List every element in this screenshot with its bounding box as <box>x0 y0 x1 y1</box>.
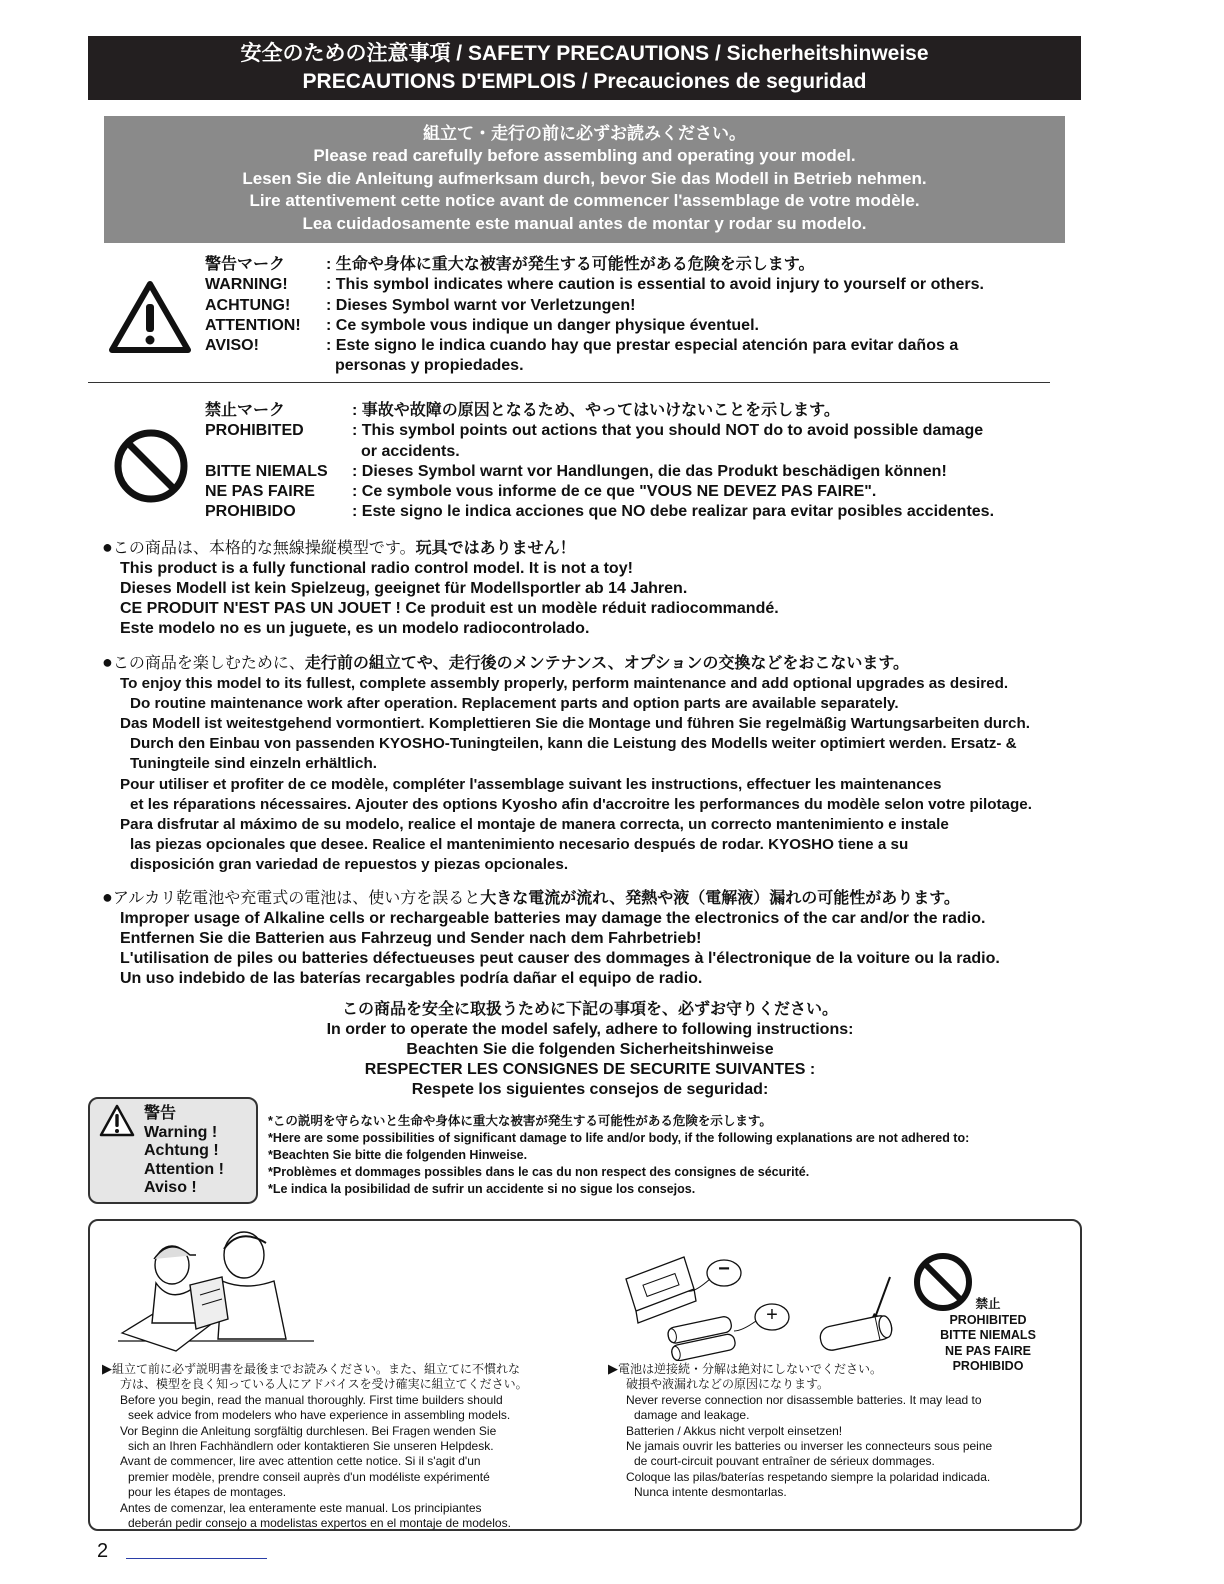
safety-intro-line: RESPECTER LES CONSIGNES DE SECURITE SUIVANTES : <box>364 1061 816 1078</box>
prohibited-text: : Dieses Symbol warnt vor Handlungen, die das Produkt beschädigen können! <box>352 462 947 480</box>
notice-line: Entfernen Sie die Batterien aus Fahrzeug und Sender nach dem Fahrbetrieb! <box>120 930 702 948</box>
advice-line: seek advice from modelers who have experience in assembling models. <box>128 1408 511 1423</box>
battery-line: Nunca intente desmontarlas. <box>634 1485 787 1500</box>
advice-line: sich an Ihren Fachhändlern oder kontaktieren Sie unseren Helpdesk. <box>128 1439 494 1454</box>
battery-line: Batterien / Akkus nicht verpolt einsetzen! <box>626 1423 843 1438</box>
advice-line: premier modèle, prendre conseil auprès d'un modéliste expérimenté <box>128 1469 490 1484</box>
disassembled-battery-illustration <box>816 1275 912 1353</box>
notice-line: Improper usage of Alkaline cells or rechargeable batteries may damage the electronics of the car and/or the radio. <box>120 910 986 928</box>
prohibited-texts <box>352 401 994 523</box>
notice-line: Pour utiliser et profiter de ce modèle, compléter l'assemblage suivant les instructions, effectuer les maintenances <box>120 775 942 793</box>
prohibited-caption-line: PROHIBITED <box>949 1312 1027 1327</box>
notice-line: L'utilisation de piles ou batteries défectueuses peut causer des dommages à l'électronique de la voiture ou la radio. <box>120 950 1000 968</box>
warning-text: : Dieses Symbol warnt vor Verletzungen! <box>326 296 636 314</box>
warning-label: ATTENTION! <box>205 316 301 334</box>
notice-line: To enjoy this model to its fullest, complete assembly properly, perform maintenance and add optional upgrades as desired. <box>120 675 1009 693</box>
advice-line: Antes de comenzar, lea enteramente este manual. Los principiantes <box>120 1500 482 1515</box>
warning-label: 警告マーク <box>205 256 286 273</box>
advice-line: Avant de commencer, lire avec attention cette notice. Si il s'agit d'un <box>120 1454 481 1469</box>
prohibited-text: or accidents. <box>361 442 460 460</box>
notice-line: Tuningteile sind einzeln erhältlich. <box>130 755 377 773</box>
arrow-right-icon: ▶ <box>102 1361 112 1376</box>
notice-jp-bold: 大きな電流が流れ、発熱や液（電解液）漏れの可能性があります。 <box>480 890 960 907</box>
safety-intro-line: Beachten Sie die folgenden Sicherheitshinweise <box>406 1041 774 1058</box>
prohibited-text: : Este signo le indica acciones que NO debe realizar para evitar posibles accidentes. <box>352 503 995 521</box>
warning-text: : Ce symbole vous indique un danger physique éventuel. <box>326 316 759 334</box>
safety-intro <box>200 1000 980 1100</box>
notice-line: Este modelo no es un juguete, es un modelo radiocontrolado. <box>120 620 590 638</box>
prohibited-caption-line: 禁止 <box>975 1297 1001 1311</box>
notice-line: Un uso indebido de las baterías recargables podría dañar el equipo de radio. <box>120 970 703 988</box>
prohibited-label: PROHIBITED <box>205 422 304 440</box>
prohibited-caption-line: NE PAS FAIRE <box>945 1343 1031 1358</box>
warning-notes <box>268 1113 969 1198</box>
warning-labels <box>205 255 301 356</box>
notice-maintenance <box>102 652 1032 875</box>
warning-text: : This symbol indicates where caution is essential to avoid injury to yourself or others. <box>326 276 984 294</box>
plus-sign: + <box>766 1304 778 1326</box>
divider <box>88 382 1050 383</box>
notice-line: This product is a fully functional radio control model. It is not a toy! <box>120 560 633 578</box>
battery-line: Coloque las pilas/baterías respetando siempre la polaridad indicada. <box>626 1469 991 1484</box>
prohibited-text: : This symbol points out actions that you should NOT do to avoid possible damage <box>352 422 984 440</box>
prohibited-labels <box>205 401 328 523</box>
safety-intro-line: In order to operate the model safely, adhere to following instructions: <box>326 1021 854 1038</box>
arrow-right-icon: ▶ <box>608 1361 618 1376</box>
intro-line: Lea cuidadosamente este manual antes de montar y rodar su modelo. <box>302 213 867 233</box>
advice-line: pour les étapes de montages. <box>128 1485 287 1500</box>
notice-jp-bold: 玩具ではありません！ <box>415 540 576 557</box>
notice-line: Dieses Modell ist kein Spielzeug, geeignet für Modellsportler ab 14 Jahren. <box>120 580 688 598</box>
battery-advice <box>608 1361 992 1501</box>
warning-note: *この説明を守らないと生命や身体に重大な被害が発生する可能性がある危険を示します。 <box>268 1114 772 1128</box>
safety-intro-line: Respete los siguientes consejos de seguridad: <box>411 1081 769 1098</box>
page-number: 2 <box>97 1540 109 1562</box>
warning-box-label: Aviso ! <box>144 1179 197 1196</box>
notice-line: et les réparations nécessaires. Ajouter des options Kyosho afin d'accroitre les performances du modèle selon votre pilotage. <box>130 795 1032 813</box>
title-line2: PRECAUTIONS D'EMPLOIS / Precauciones de seguridad <box>302 70 867 93</box>
advice-line: Before you begin, read the manual thoroughly. First time builders should <box>120 1392 503 1407</box>
intro-line: Lesen Sie die Anleitung aufmerksam durch, bevor Sie das Modell in Betrieb nehmen. <box>242 168 927 188</box>
minus-sign: − <box>718 1258 730 1280</box>
prohibited-caption-line: BITTE NIEMALS <box>940 1328 1036 1342</box>
notice-line: CE PRODUIT N'EST PAS UN JOUET ! Ce produit est un modèle réduit radiocommandé. <box>120 600 779 618</box>
warning-box-label: Achtung ! <box>144 1142 219 1159</box>
advice-line: Vor Beginn die Anleitung sorgfältig durchlesen. Bei Fragen wenden Sie <box>120 1423 497 1438</box>
notice-line: Durch den Einbau von passenden KYOSHO-Tuningteilen, kann die Leistung des Modells weiter optimiert werden. Ersatz- & <box>130 735 1017 753</box>
warning-note: *Le indica la posibilidad de sufrir un accidente si no sigue los consejos. <box>268 1182 696 1196</box>
title-jp: 安全のための注意事項 / <box>240 42 463 65</box>
warning-note: *Here are some possibilities of significant damage to life and/or body, if the following explanations are not adhered to: <box>268 1131 970 1145</box>
notice-line: Para disfrutar al máximo de su modelo, realice el montaje de manera correcta, un correcto mantenimiento e instale <box>120 815 949 833</box>
prohibited-label: PROHIBIDO <box>205 503 296 521</box>
intro-line: Please read carefully before assembling and operating your model. <box>313 146 856 166</box>
instruction-panel <box>88 1219 1082 1531</box>
notice-jp: この商品を楽しむために、 <box>112 655 305 672</box>
battery-line: damage and leakage. <box>634 1408 750 1423</box>
prohibited-caption-line: PROHIBIDO <box>952 1359 1024 1373</box>
prohibited-icon <box>112 427 190 505</box>
prohibited-label: 禁止マーク <box>205 402 286 419</box>
battery-line: 破損や液漏れなどの原因になります。 <box>626 1377 830 1392</box>
notice-line: las piezas opcionales que desee. Realice el mantenimiento necesario después de rodar. KYOSHO tiene a su <box>130 835 909 853</box>
warning-text: : Este signo le indica cuando hay que prestar especial atención para evitar daños a <box>326 337 959 355</box>
warning-text: : 生命や身体に重大な被害が発生する可能性がある危険を示します。 <box>326 256 815 273</box>
battery-line: de court-circuit pouvant entraîner de sérieux dommages. <box>634 1454 935 1469</box>
prohibited-label <box>205 442 328 462</box>
prohibited-text: : Ce symbole vous informe de ce que "VOUS NE DEVEZ PAS FAIRE". <box>352 483 877 501</box>
intro-box <box>104 116 1065 243</box>
prohibited-text: : 事故や故障の原因となるため、やってはいけないことを示します。 <box>352 402 840 419</box>
warning-box-label: Warning ! <box>144 1123 218 1141</box>
notice-line: Do routine maintenance work after operation. Replacement parts and option parts are available separately. <box>130 695 899 713</box>
warning-note: *Beachten Sie bitte die folgenden Hinweise. <box>268 1148 528 1162</box>
warning-texts <box>326 255 984 377</box>
battery-line: Never reverse connection nor disassemble batteries. It may lead to <box>626 1392 982 1407</box>
notice-jp-bold: 走行前の組立てや、走行後のメンテナンス、オプションの交換などをおこないます。 <box>304 655 910 672</box>
warning-note: *Problèmes et dommages possibles dans le cas du non respect des consignes de sécurité. <box>268 1165 810 1179</box>
warning-triangle-icon <box>98 1103 136 1139</box>
notice-jp: この商品は、本格的な無線操縦模型です。 <box>112 540 416 557</box>
warning-triangle-icon <box>108 280 192 356</box>
advice-line: deberán pedir consejo a modelistas expertos en el montaje de modelos. <box>128 1516 511 1531</box>
warning-label: WARNING! <box>205 276 288 294</box>
warning-text: personas y propiedades. <box>335 357 524 375</box>
battery-line: 電池は逆接続・分解は絶対にしないでください。 <box>618 1362 883 1376</box>
bullet-icon: ● <box>102 652 113 672</box>
notice-toy <box>102 537 779 639</box>
notice-line: disposición gran variedad de repuestos y piezas opcionales. <box>130 855 569 873</box>
warning-label: ACHTUNG! <box>205 296 291 314</box>
warning-box-label: 警告 <box>144 1105 177 1122</box>
page-title <box>88 36 1081 100</box>
safety-intro-line: この商品を安全に取扱うために下記の事項を、必ずお守りください。 <box>341 1001 838 1018</box>
bullet-icon: ● <box>102 887 113 907</box>
battery-line: Ne jamais ouvrir les batteries ou inverser les connecteurs sous peine <box>626 1439 993 1454</box>
assembly-advice <box>102 1361 528 1531</box>
people-reading-manual-illustration <box>118 1225 314 1355</box>
page-underline <box>126 1558 267 1559</box>
notice-jp: アルカリ乾電池や充電式の電池は、使い方を誤ると <box>112 890 481 907</box>
prohibited-label: NE PAS FAIRE <box>205 483 315 501</box>
bullet-icon: ● <box>102 537 113 557</box>
notice-line: Das Modell ist weitestgehend vormontiert. Komplettieren Sie die Montage und führen Sie regelmäßig Wartungsarbeiten durch. <box>120 715 1030 733</box>
title-en: SAFETY PRECAUTIONS / Sicherheitshinweise <box>467 42 929 65</box>
notice-batteries <box>102 887 1000 989</box>
warning-box-label: Attention ! <box>144 1160 224 1178</box>
advice-line: 組立て前に必ず説明書を最後までお読みください。また、組立てに不慣れな <box>112 1362 521 1376</box>
advice-line: 方は、模型を良く知っている人にアドバイスを受け確実に組立てください。 <box>120 1377 528 1392</box>
warning-label: AVISO! <box>205 337 259 355</box>
warning-box <box>88 1097 258 1204</box>
intro-line: Lire attentivement cette notice avant de commencer l'assemblage de votre modèle. <box>249 191 920 211</box>
prohibited-label: BITTE NIEMALS <box>205 462 328 480</box>
intro-line: 組立て・走行の前に必ずお読みください。 <box>423 124 746 143</box>
